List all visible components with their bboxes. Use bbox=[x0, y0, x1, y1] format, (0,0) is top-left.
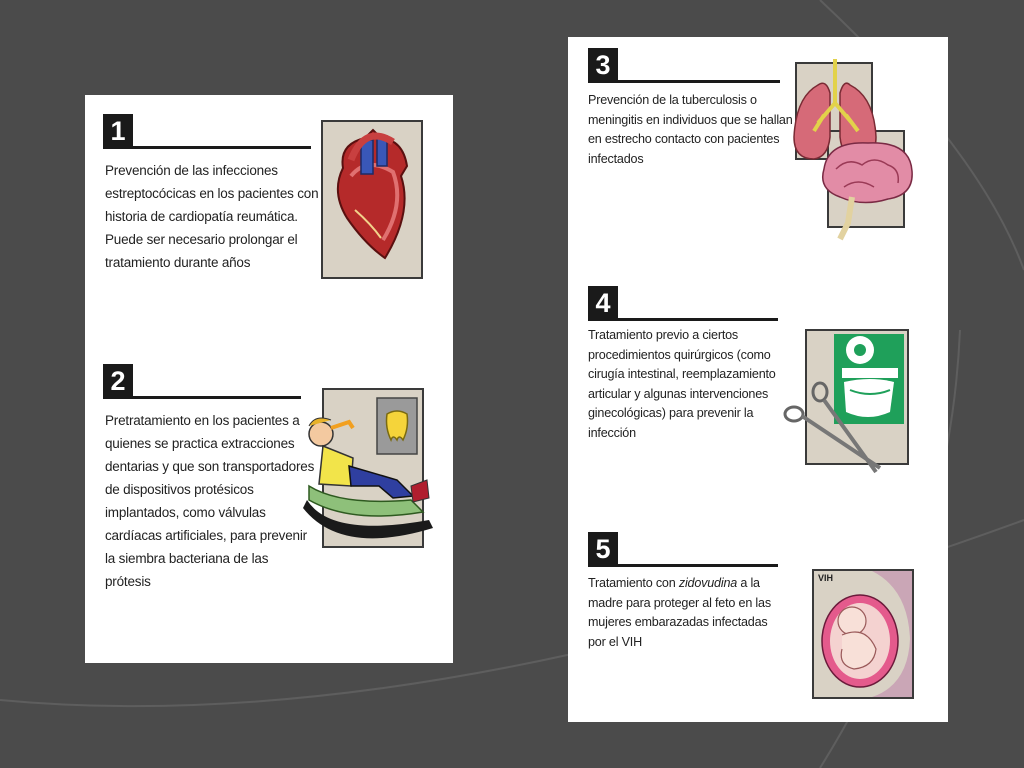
heart-icon bbox=[321, 120, 423, 280]
left-panel bbox=[85, 95, 453, 663]
item-5 bbox=[568, 532, 948, 722]
item-3 bbox=[568, 37, 948, 257]
item-5-rule bbox=[588, 564, 778, 567]
item-5-text-emphasis: zidovudina bbox=[678, 576, 738, 590]
item-1-rule bbox=[103, 146, 311, 149]
right-panel bbox=[568, 37, 948, 722]
item-4-number: 4 bbox=[588, 286, 618, 320]
item-2-number: 2 bbox=[103, 364, 133, 398]
item-4-rule bbox=[588, 318, 778, 321]
item-5-text-before: Tratamiento con bbox=[588, 576, 679, 590]
lungs-brain-icon bbox=[788, 57, 918, 242]
item-4 bbox=[568, 284, 948, 489]
item-1 bbox=[85, 95, 453, 325]
fetus-icon-label: VIH bbox=[818, 573, 834, 583]
item-4-text: Tratamiento previo a ciertos procedimientos quirúrgicos (como cirugía intestinal, reemplazamiento articular y algunas intervenciones ginecológicas) para prevenir la infección bbox=[588, 328, 776, 440]
item-3-rule bbox=[588, 80, 780, 83]
item-1-number: 1 bbox=[103, 114, 133, 148]
item-5-text-after: a la madre para proteger al feto en las mujeres embarazadas infectadas por el VIH bbox=[588, 576, 771, 649]
item-3-text: Prevención de la tuberculosis o meningitis en individuos que se hallan en estrecho contacto con pacientes infectados bbox=[588, 93, 793, 166]
item-1-text: Prevención de las infecciones estreptocócicas en los pacientes con historia de cardiopatía reumática. Puede ser necesario prolongar el tratamiento durante años bbox=[105, 163, 319, 270]
item-2 bbox=[85, 360, 453, 663]
item-5-number: 5 bbox=[588, 532, 618, 566]
surgeon-scissors-icon bbox=[780, 328, 912, 478]
item-2-rule bbox=[103, 396, 301, 399]
dental-patient-icon bbox=[301, 388, 441, 552]
item-5-text bbox=[588, 574, 788, 652]
item-2-text: Pretratamiento en los pacientes a quienes se practica extracciones dentarias y que son transportadores de dispositivos protésicos implantados, como válvulas cardíacas artificiales, para prevenir la siembra bacteriana de las prótesis bbox=[105, 413, 315, 589]
fetus-icon bbox=[812, 569, 916, 701]
item-3-number: 3 bbox=[588, 48, 618, 82]
